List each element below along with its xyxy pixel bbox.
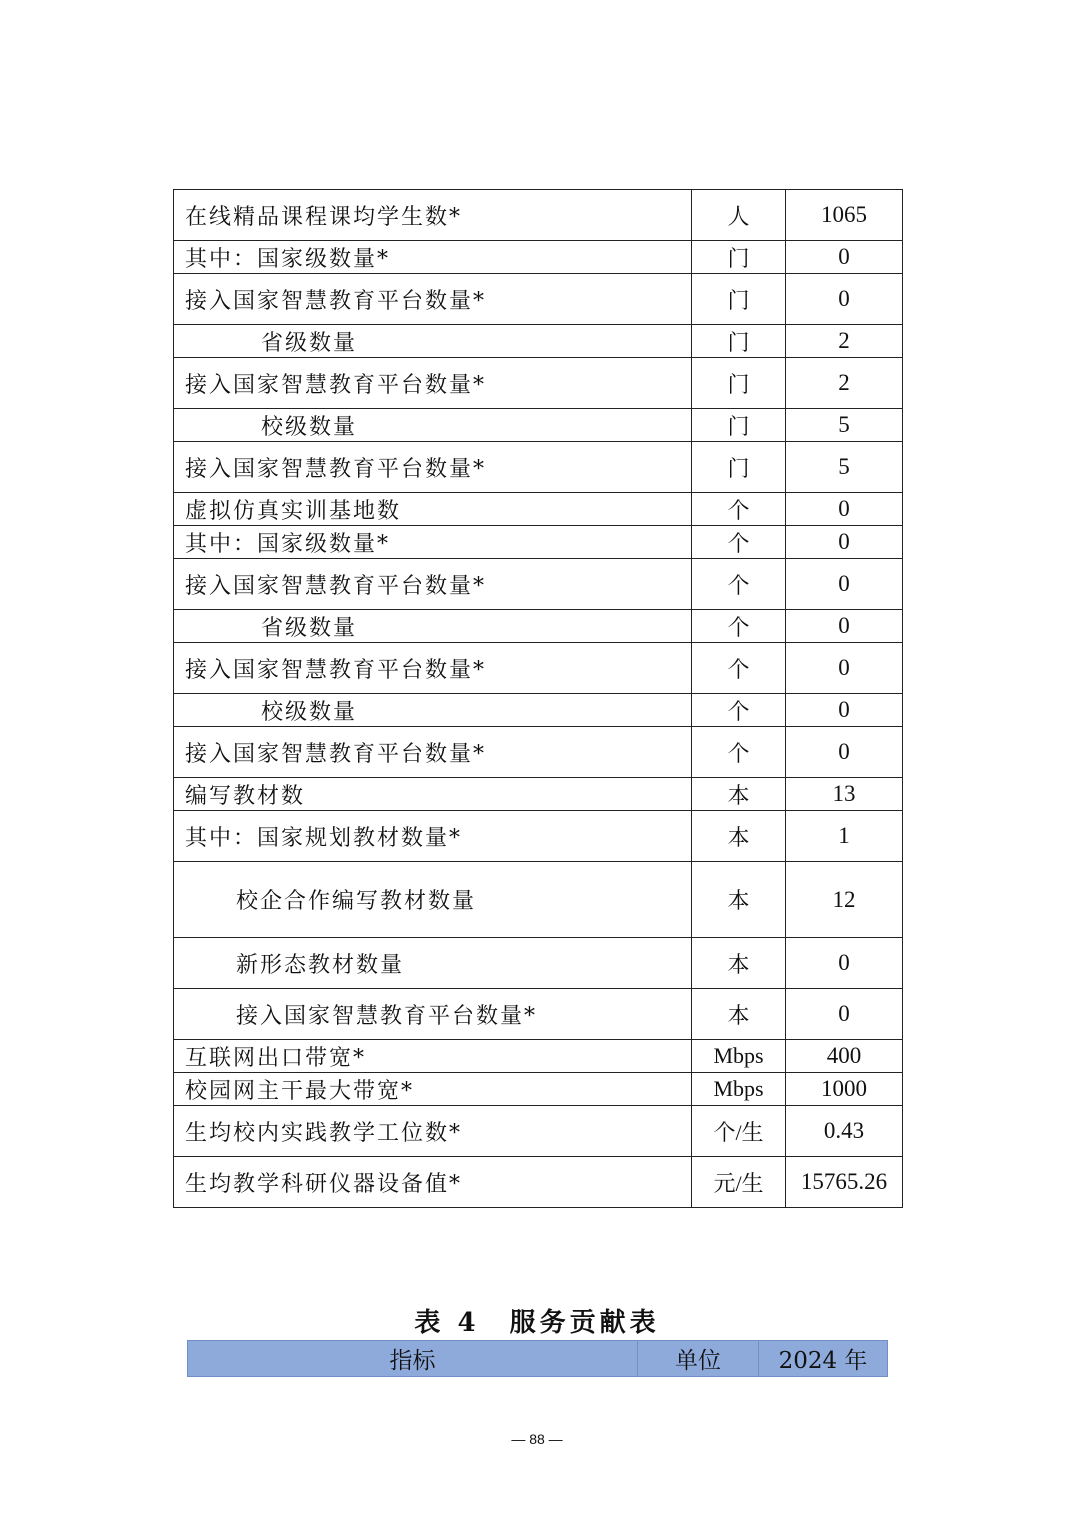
- unit-cell: Mbps: [692, 1040, 786, 1073]
- unit-cell: 本: [692, 938, 786, 989]
- unit-cell: 个: [692, 694, 786, 727]
- unit-cell: 个: [692, 610, 786, 643]
- indicator-cell: 校级数量: [174, 694, 692, 727]
- indicator-cell: 新形态教材数量: [174, 938, 692, 989]
- unit-cell: 本: [692, 862, 786, 938]
- indicator-table: [173, 189, 903, 1208]
- value-cell: 0: [786, 241, 903, 274]
- unit-cell: 元/生: [692, 1157, 786, 1208]
- value-cell: 0: [786, 643, 903, 694]
- indicator-cell: 生均教学科研仪器设备值*: [174, 1157, 692, 1208]
- table-row: [174, 1157, 903, 1208]
- indicator-cell: 省级数量: [174, 610, 692, 643]
- indicator-cell: 校园网主干最大带宽*: [174, 1073, 692, 1106]
- table-row: [174, 862, 903, 938]
- unit-cell: Mbps: [692, 1073, 786, 1106]
- indicator-cell: 接入国家智慧教育平台数量*: [174, 989, 692, 1040]
- unit-cell: 门: [692, 358, 786, 409]
- table-row: [174, 938, 903, 989]
- table-row: [174, 778, 903, 811]
- service-contribution-table-header: [187, 1340, 888, 1377]
- table-row: [174, 559, 903, 610]
- header-year: 2024 年: [759, 1341, 888, 1377]
- value-cell: 0: [786, 610, 903, 643]
- indicator-cell: 接入国家智慧教育平台数量*: [174, 274, 692, 325]
- indicator-cell: 接入国家智慧教育平台数量*: [174, 358, 692, 409]
- table-row: [174, 1040, 903, 1073]
- table-4-title: 表 4 服务贡献表: [414, 1308, 660, 1338]
- value-cell: 1: [786, 811, 903, 862]
- value-cell: 0: [786, 493, 903, 526]
- indicator-cell: 互联网出口带宽*: [174, 1040, 692, 1073]
- value-cell: 0: [786, 274, 903, 325]
- table-row: [174, 1073, 903, 1106]
- table-row: [174, 442, 903, 493]
- value-cell: 1065: [786, 190, 903, 241]
- indicator-cell: 校级数量: [174, 409, 692, 442]
- unit-cell: 个: [692, 526, 786, 559]
- indicator-cell: 省级数量: [174, 325, 692, 358]
- table-row: [174, 190, 903, 241]
- table-row: [174, 493, 903, 526]
- value-cell: 0: [786, 727, 903, 778]
- indicator-cell: 虚拟仿真实训基地数: [174, 493, 692, 526]
- indicator-cell: 接入国家智慧教育平台数量*: [174, 643, 692, 694]
- table-row: [174, 643, 903, 694]
- header-row: [188, 1341, 888, 1377]
- table-row: [174, 727, 903, 778]
- value-cell: 5: [786, 409, 903, 442]
- indicator-cell: 其中：国家规划教材数量*: [174, 811, 692, 862]
- value-cell: 0: [786, 526, 903, 559]
- value-cell: 2: [786, 325, 903, 358]
- value-cell: 12: [786, 862, 903, 938]
- unit-cell: 门: [692, 325, 786, 358]
- unit-cell: 本: [692, 811, 786, 862]
- table-row: [174, 811, 903, 862]
- unit-cell: 门: [692, 409, 786, 442]
- table-row: [174, 610, 903, 643]
- indicator-cell: 其中：国家级数量*: [174, 526, 692, 559]
- unit-cell: 个: [692, 727, 786, 778]
- table-row: [174, 989, 903, 1040]
- indicator-cell: 在线精品课程课均学生数*: [174, 190, 692, 241]
- unit-cell: 人: [692, 190, 786, 241]
- indicator-cell: 接入国家智慧教育平台数量*: [174, 727, 692, 778]
- page-number: — 88 —: [511, 1431, 563, 1447]
- table-row: [174, 409, 903, 442]
- indicator-cell: 其中：国家级数量*: [174, 241, 692, 274]
- unit-cell: 个: [692, 643, 786, 694]
- unit-cell: 门: [692, 442, 786, 493]
- header-unit: 单位: [638, 1341, 759, 1377]
- value-cell: 0: [786, 989, 903, 1040]
- value-cell: 0: [786, 694, 903, 727]
- table-row: [174, 694, 903, 727]
- table-row: [174, 274, 903, 325]
- unit-cell: 个: [692, 493, 786, 526]
- table-row: [174, 325, 903, 358]
- indicator-cell: 接入国家智慧教育平台数量*: [174, 559, 692, 610]
- indicator-cell: 生均校内实践教学工位数*: [174, 1106, 692, 1157]
- unit-cell: 门: [692, 274, 786, 325]
- indicator-cell: 校企合作编写教材数量: [174, 862, 692, 938]
- value-cell: 15765.26: [786, 1157, 903, 1208]
- value-cell: 0: [786, 559, 903, 610]
- indicator-cell: 编写教材数: [174, 778, 692, 811]
- unit-cell: 个: [692, 559, 786, 610]
- table-row: [174, 526, 903, 559]
- value-cell: 13: [786, 778, 903, 811]
- value-cell: 0.43: [786, 1106, 903, 1157]
- unit-cell: 本: [692, 989, 786, 1040]
- value-cell: 0: [786, 938, 903, 989]
- value-cell: 2: [786, 358, 903, 409]
- value-cell: 5: [786, 442, 903, 493]
- unit-cell: 门: [692, 241, 786, 274]
- table-row: [174, 358, 903, 409]
- value-cell: 400: [786, 1040, 903, 1073]
- unit-cell: 本: [692, 778, 786, 811]
- indicator-cell: 接入国家智慧教育平台数量*: [174, 442, 692, 493]
- header-indicator: 指标: [188, 1341, 638, 1377]
- table-row: [174, 241, 903, 274]
- table-row: [174, 1106, 903, 1157]
- value-cell: 1000: [786, 1073, 903, 1106]
- unit-cell: 个/生: [692, 1106, 786, 1157]
